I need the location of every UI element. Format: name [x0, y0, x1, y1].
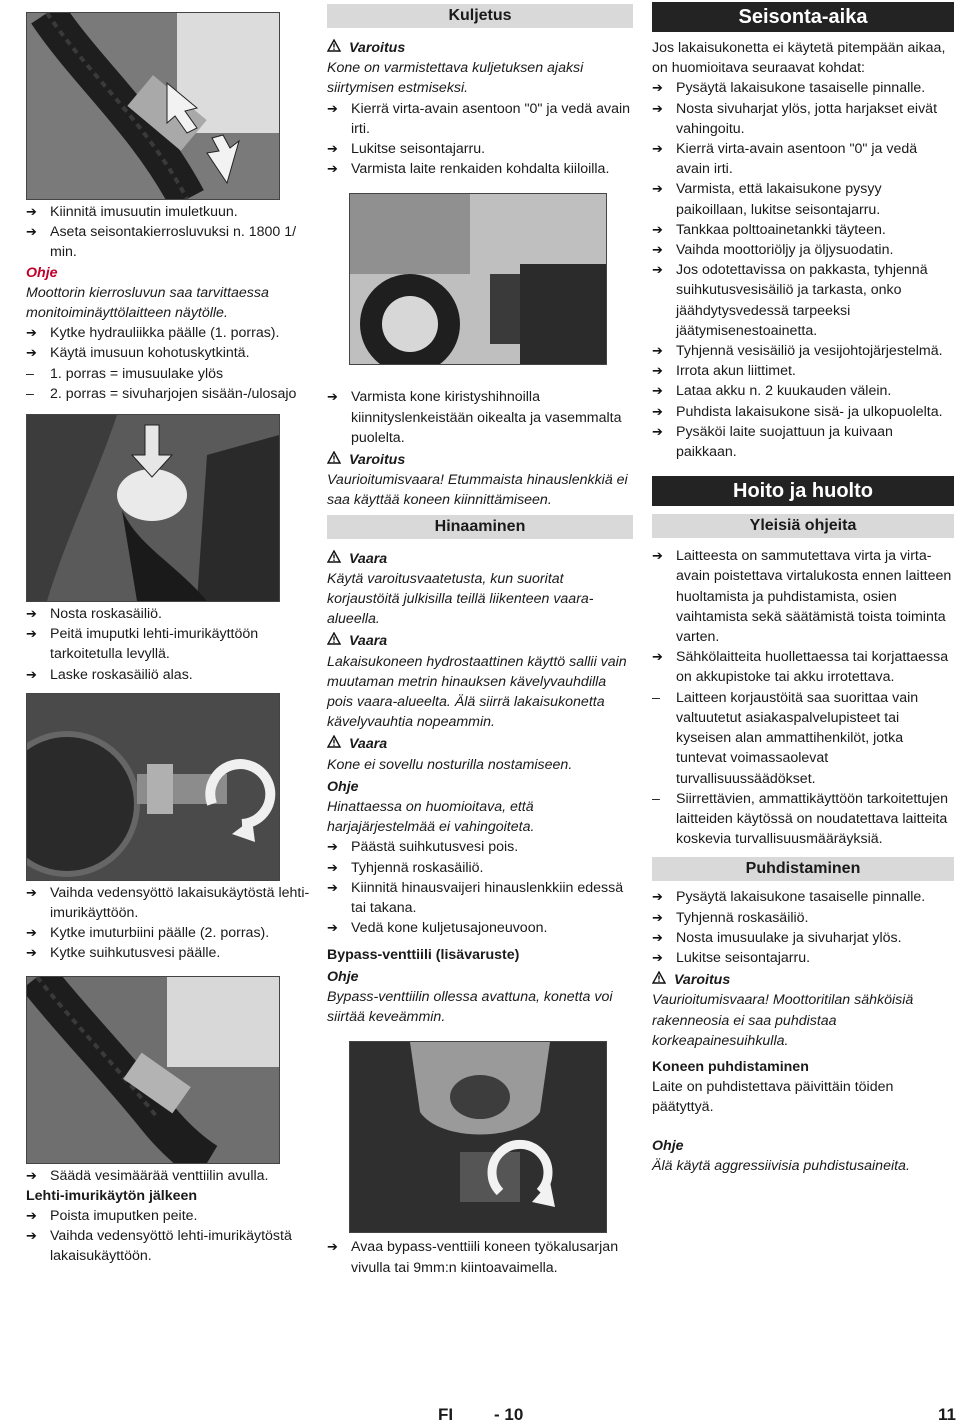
- dash-item: – Laitteen korjaustöitä saa suorittaa vain valtuutetut asiakaspalvelupisteet tai kyseisen alan ammattihenkilöt, jotka tuntevat voimassaolevat turvallisuussäädökset.: [652, 689, 919, 787]
- dash-icon: –: [26, 385, 34, 402]
- warning-text: Kone on varmistettava kuljetuksen ajaksi siirtymisen estmiseksi.: [327, 60, 584, 97]
- arrow-icon: ➔: [26, 626, 37, 642]
- danger-text: Käytä varoitusvaatetusta, kun suoritat korjaustöitä julkisilla teillä liikenteen vaara-alueella.: [327, 570, 594, 628]
- step-line: ➔ Laske roskasäiliö alas.: [26, 666, 193, 683]
- step-line: ➔ Nosta imusuulake ja sivuharjat ylös.: [652, 929, 902, 946]
- step-line: ➔ Kiinnitä imusuutin imuletkuun.: [26, 204, 238, 220]
- warning-triangle-icon: [327, 631, 341, 651]
- arrow-icon: ➔: [652, 949, 663, 965]
- dash-icon: –: [652, 689, 660, 706]
- step-line: ➔ Vaihda vedensyöttö lakaisukäytöstä lehti-imurikäyttöön.: [26, 884, 310, 922]
- arrow-icon: ➔: [26, 945, 37, 961]
- section-heading: Bypass-venttiili (lisävaruste): [327, 946, 520, 963]
- step-line: ➔ Lataa akku n. 2 kuukauden välein.: [652, 383, 892, 400]
- step-line: ➔ Nosta sivuharjat ylös, jotta harjakset eivät vahingoitu.: [652, 100, 938, 137]
- footer-page-number: 11: [938, 1405, 956, 1424]
- arrow-icon: ➔: [652, 909, 663, 925]
- step-line: ➔ Käytä imusuun kohotuskytkintä.: [26, 345, 250, 362]
- photo-illustration: [350, 194, 606, 364]
- step-line: ➔ Tankkaa polttoainetankki täyteen.: [652, 221, 886, 238]
- dash-item: – 2. porras = sivuharjojen sisään-/ulosajo: [26, 384, 316, 404]
- photo-illustration: [27, 694, 279, 880]
- arrow-icon: ➔: [652, 889, 663, 905]
- step-line: ➔ Säädä vesimäärää venttiilin avulla.: [26, 1167, 269, 1184]
- step-line: ➔ Sähkölaitteita huollettaessa tai korjattaessa on akkupistoke tai akku irrotettava.: [652, 649, 949, 686]
- arrow-icon: ➔: [327, 161, 338, 177]
- step-line: ➔ Vaihda moottoriöljy ja öljysuodatin.: [652, 242, 894, 259]
- step-line: ➔ Pysäytä lakaisukone tasaiselle pinnalle.: [652, 80, 926, 97]
- arrow-icon: ➔: [652, 423, 663, 439]
- step-line: ➔ Irrota akun liittimet.: [652, 363, 796, 380]
- column-3: [652, 0, 954, 1176]
- warning-triangle-icon: [652, 970, 666, 990]
- section-bar-transport: Kuljetus: [327, 4, 633, 28]
- arrow-icon: ➔: [652, 181, 663, 197]
- warning-triangle-icon: [327, 450, 341, 470]
- arrow-icon: ➔: [652, 548, 663, 564]
- arrow-icon: ➔: [652, 100, 663, 116]
- photo-illustration: [27, 13, 279, 199]
- step-line: ➔ Tyhjennä roskasäiliö.: [327, 859, 484, 876]
- arrow-icon: ➔: [652, 649, 663, 665]
- warning-text: Vaurioitumisvaara! Moottoritilan sähköisiä rakenneosia ei saa puhdistaa korkeapainesuihkulla.: [652, 992, 914, 1049]
- arrow-icon: ➔: [327, 1239, 338, 1255]
- arrow-icon: ➔: [652, 363, 663, 379]
- arrow-icon: ➔: [652, 221, 663, 237]
- arrow-icon: ➔: [26, 325, 37, 341]
- step-line: ➔ Vedä kone kuljetusajoneuvoon.: [327, 920, 548, 937]
- danger-heading: Vaara: [327, 631, 633, 651]
- step-line: ➔ Vaihda vedensyöttö lehti-imurikäytöstä lakaisukäyttöön.: [26, 1228, 292, 1265]
- step-line: ➔ Kierrä virta-avain asentoon "0" ja vedä avain irti.: [652, 141, 918, 178]
- arrow-icon: ➔: [26, 884, 37, 900]
- note-text: Älä käytä aggressiivisia puhdistusaineita.: [652, 1157, 910, 1174]
- arrow-icon: ➔: [652, 403, 663, 419]
- arrow-icon: ➔: [26, 224, 37, 240]
- note-heading: Ohje: [327, 778, 359, 795]
- note-text: Bypass-venttiilin ollessa avattuna, konetta voi siirtää keveämmin.: [327, 988, 613, 1026]
- section-bar-general: Yleisiä ohjeita: [652, 514, 954, 538]
- photo-illustration: [27, 415, 279, 601]
- danger-text: Lakaisukoneen hydrostaattinen käyttö sallii vain muutaman metrin hinauksen kävelyvauhdilla pois vaara-alueelta. Älä siirrä lakaisukonetta kävelyvauhtia nopeammin.: [327, 653, 627, 731]
- column-2: [327, 0, 633, 1278]
- footer-section-number: - 10: [494, 1405, 524, 1424]
- step-line: ➔ Kytke hydrauliikka päälle (1. porras).: [26, 325, 280, 342]
- section-heading: Lehti-imurikäytön jälkeen: [26, 1187, 198, 1204]
- step-line: ➔ Varmista kone kiristyshihnoilla kiinnityslenkeistään oikealta ja vasemmalta puolelta.: [327, 389, 622, 446]
- arrow-icon: ➔: [327, 389, 338, 405]
- step-line: ➔ Nosta roskasäiliö.: [26, 606, 162, 623]
- arrow-icon: ➔: [652, 262, 663, 278]
- arrow-icon: ➔: [327, 141, 338, 157]
- section-heading: Koneen puhdistaminen: [652, 1058, 809, 1075]
- intro-text: Jos lakaisukonetta ei käytetä pitempään aikaa, on huomioitava seuraavat kohdat:: [652, 40, 946, 77]
- step-line: ➔ Pysäköi laite suojattuun ja kuivaan paikkaan.: [652, 423, 893, 461]
- note-text: Hinattaessa on huomioitava, että harjajärjestelmää ei vahingoiteta.: [327, 799, 535, 836]
- body-text: Laite on puhdistettava päivittäin töiden päätyttyä.: [652, 1079, 894, 1116]
- step-line: ➔ Kytke imuturbiini päälle (2. porras).: [26, 925, 270, 942]
- step-line: ➔ Avaa bypass-venttiili koneen työkalusarjan vivulla tai 9mm:n kiintoavaimella.: [327, 1239, 619, 1276]
- arrow-icon: ➔: [327, 839, 338, 855]
- arrow-icon: ➔: [652, 80, 663, 96]
- step-line: ➔ Kiinnitä hinausvaijeri hinauslenkkiin edessä tai takana.: [327, 879, 624, 917]
- photo-tie-down-point: [349, 193, 607, 365]
- step-line: ➔ Puhdista lakaisukone sisä- ja ulkopuolelta.: [652, 403, 943, 420]
- note-heading: Ohje: [652, 1137, 684, 1154]
- footer-language: FI: [438, 1405, 454, 1424]
- arrow-icon: ➔: [327, 920, 338, 936]
- warning-heading: Varoitus: [327, 450, 633, 470]
- arrow-icon: ➔: [652, 343, 663, 359]
- step-line: ➔ Päästä suihkutusvesi pois.: [327, 839, 519, 856]
- step-line: ➔ Tyhjennä vesisäiliö ja vesijohtojärjestelmä.: [652, 343, 943, 360]
- arrow-icon: ➔: [26, 345, 37, 361]
- step-line: ➔ Lukitse seisontajarru.: [327, 141, 486, 158]
- photo-suction-hose-2: [26, 976, 280, 1164]
- step-line: ➔ Peitä imuputki lehti-imurikäyttöön tarkoitetulla levyllä.: [26, 626, 259, 663]
- arrow-icon: ➔: [26, 1228, 37, 1244]
- danger-heading: Vaara: [327, 549, 633, 569]
- arrow-icon: ➔: [26, 204, 37, 219]
- arrow-icon: ➔: [652, 141, 663, 157]
- arrow-icon: ➔: [26, 1167, 37, 1183]
- step-line: ➔ Kierrä virta-avain asentoon "0" ja vedä avain irti.: [327, 100, 631, 137]
- warning-triangle-icon: [327, 734, 341, 754]
- warning-heading: Varoitus: [327, 38, 633, 58]
- dash-item: – Siirrettävien, ammattikäyttöön tarkoitettujen laitteiden käytössä on noudatettava laitteita koskevia turvallisuusmääräyksiä.: [652, 790, 949, 848]
- column-1: [26, 0, 316, 1267]
- dash-icon: –: [652, 790, 660, 807]
- step-line: ➔ Aseta seisontakierrosluvuksi n. 1800 1/ min.: [26, 224, 297, 261]
- dash-icon: –: [26, 365, 34, 382]
- step-line: ➔ Kytke suihkutusvesi päälle.: [26, 945, 221, 962]
- note-text: Moottorin kierrosluvun saa tarvittaessa monitoiminäyttölaitteen näytölle.: [26, 284, 269, 322]
- danger-heading: Vaara: [327, 734, 633, 754]
- step-line: ➔ Laitteesta on sammutettava virta ja virta-avain poistettava virtalukosta ennen laitteen huoltamista ja puhdistamista, osien vaihtamista sekä säätämistä toista toiminta varten.: [652, 548, 952, 646]
- section-bar-maintenance: Hoito ja huolto: [652, 476, 954, 506]
- step-line: ➔ Varmista, että lakaisukone pysyy paikoillaan, lukitse seisontajarru.: [652, 181, 882, 218]
- photo-debris-container: [26, 414, 280, 602]
- step-line: ➔ Jos odotettavissa on pakkasta, tyhjennä suihkutusvesisäiliö ja tarkasta, onko jäähdytysvedessä tarpeeksi jäätymisenestoainetta.: [652, 262, 928, 339]
- photo-illustration: [350, 1042, 606, 1232]
- arrow-icon: ➔: [26, 666, 37, 682]
- section-bar-cleaning: Puhdistaminen: [652, 857, 954, 881]
- note-heading: Ohje: [26, 264, 58, 281]
- photo-illustration: [27, 977, 279, 1163]
- dash-item: – 1. porras = imusuulake ylös: [26, 364, 316, 384]
- step-line: ➔ Tyhjennä roskasäiliö.: [652, 909, 809, 926]
- photo-water-valve: [26, 693, 280, 881]
- note-heading: Ohje: [327, 968, 359, 985]
- arrow-icon: ➔: [26, 606, 37, 622]
- warning-text: Vaurioitumisvaara! Etummaista hinauslenkkiä ei saa käyttää koneen kiinnittämiseen.: [327, 472, 628, 509]
- warning-heading: Varoitus: [652, 970, 954, 990]
- section-bar-storage: Seisonta-aika: [652, 2, 954, 32]
- arrow-icon: ➔: [652, 383, 663, 399]
- arrow-icon: ➔: [652, 929, 663, 945]
- step-line: ➔ Poista imuputken peite.: [26, 1208, 198, 1225]
- arrow-icon: ➔: [26, 1208, 37, 1224]
- danger-text: Kone ei sovellu nosturilla nostamiseen.: [327, 756, 573, 773]
- arrow-icon: ➔: [327, 879, 338, 895]
- arrow-icon: ➔: [652, 242, 663, 258]
- step-line: ➔ Lukitse seisontajarru.: [652, 949, 811, 966]
- photo-suction-hose-1: [26, 12, 280, 200]
- section-bar-towing: Hinaaminen: [327, 515, 633, 539]
- step-line: ➔ Varmista laite renkaiden kohdalta kiiloilla.: [327, 161, 610, 178]
- photo-bypass-valve: [349, 1041, 607, 1233]
- arrow-icon: ➔: [26, 925, 37, 941]
- arrow-icon: ➔: [327, 100, 338, 116]
- arrow-icon: ➔: [327, 859, 338, 875]
- warning-triangle-icon: [327, 38, 341, 58]
- step-line: ➔ Pysäytä lakaisukone tasaiselle pinnalle.: [652, 889, 926, 906]
- warning-triangle-icon: [327, 549, 341, 569]
